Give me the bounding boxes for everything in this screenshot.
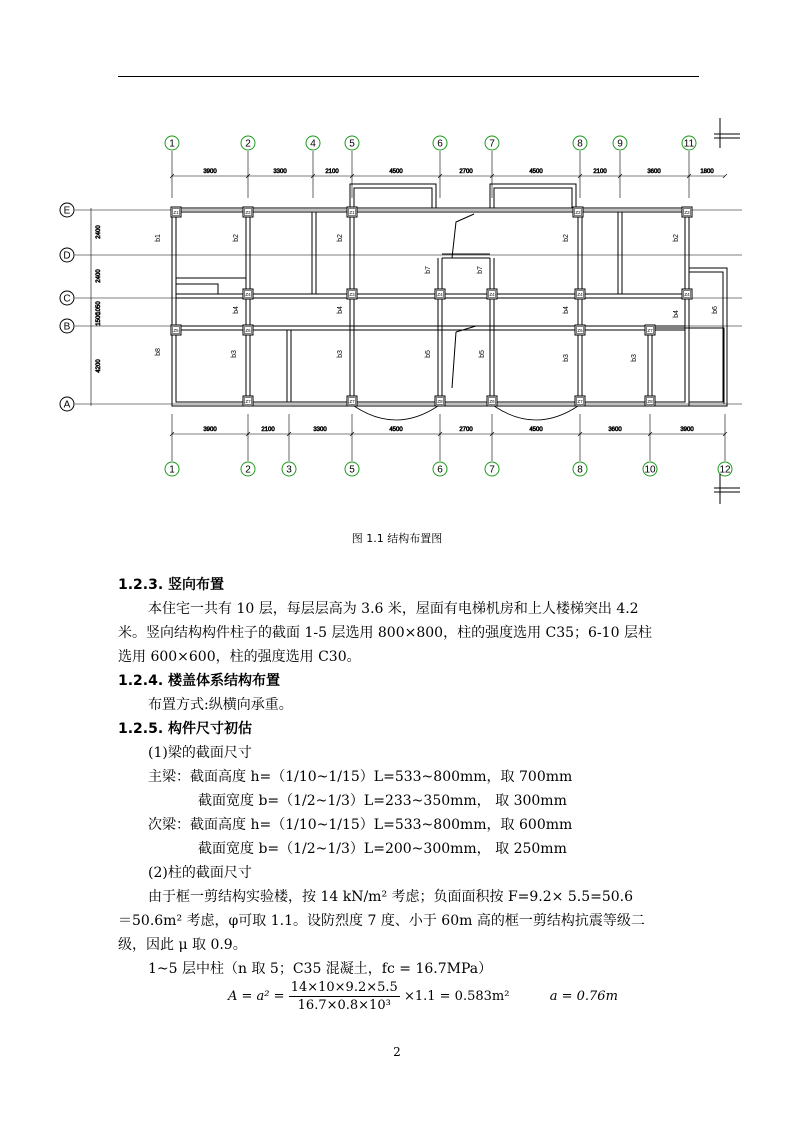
beam-label: b6: [712, 306, 719, 314]
dimension-label: 3300: [273, 169, 287, 175]
axis-bubble-top-6: [433, 136, 447, 150]
axis-label: 1: [169, 464, 175, 476]
paragraph-line: 级，因此 μ 取 0.9。: [118, 937, 247, 953]
dimension-label: 2400: [96, 269, 102, 283]
column-label: Z7: [577, 399, 583, 404]
axis-bubble-top-5: [345, 136, 359, 150]
column-marker: [243, 207, 253, 217]
column-marker: [573, 207, 583, 217]
column-label: Z6: [577, 328, 583, 333]
figure-caption: 图 1.1 结构布置图: [351, 532, 443, 545]
door-arcs: [354, 406, 578, 420]
beam-label: b4: [233, 306, 240, 314]
section-heading-1-2-4: 1.2.4. 楼盖体系结构布置: [118, 673, 281, 689]
axis-label: 7: [489, 464, 495, 476]
column-marker: [682, 289, 692, 299]
axis-bubble-top-8: [573, 136, 587, 150]
column-marker: [171, 325, 181, 335]
axis-label: 3: [286, 464, 292, 476]
axis-label: 8: [577, 138, 583, 150]
column-label: Z7: [349, 399, 355, 404]
dimension-label: 3600: [647, 169, 661, 175]
column-marker: [487, 396, 497, 406]
axis-label: 5: [349, 138, 355, 150]
column-label: Z7: [245, 399, 251, 404]
column-marker: [575, 396, 585, 406]
middle-column-condition: 1~5 层中柱（n 取 5；C35 混凝土，fc = 16.7MPa）: [148, 961, 493, 977]
beam-label: b5: [425, 350, 432, 358]
axis-label: D: [63, 250, 71, 262]
column-label: Z3: [349, 292, 355, 297]
axis-label: 6: [437, 464, 443, 476]
column-marker: [243, 325, 253, 335]
building-outline: [172, 184, 727, 406]
axis-bubble-bottom-7: [485, 462, 499, 476]
area-equation: [228, 980, 618, 1013]
column-marker: [435, 289, 445, 299]
column-label: Z7: [647, 328, 653, 333]
section-heading-1-2-5: 1.2.5. 构件尺寸初估: [118, 721, 253, 737]
dimension-label: 2700: [459, 169, 473, 175]
axis-label: 11: [683, 138, 695, 150]
axis-bubble-top-4: [306, 136, 320, 150]
axis-bubble-bottom-10: [643, 462, 657, 476]
axis-bubble-bottom-8: [573, 462, 587, 476]
axis-bubble-top-7: [485, 136, 499, 150]
axis-label: E: [63, 205, 71, 217]
column-label: Z2: [575, 210, 581, 215]
equation-numerator: 14×10×9.2×5.5: [290, 980, 398, 995]
grid-axis-bubbles: [60, 136, 732, 476]
page-number: 2: [393, 1045, 401, 1059]
column-marker: [243, 289, 253, 299]
beam-label: b5: [479, 350, 486, 358]
dimension-label: 1800: [700, 169, 714, 175]
axis-lines: [75, 151, 742, 461]
beam-label: b2: [337, 234, 344, 242]
dimension-label: 4500: [529, 169, 543, 175]
equation-denominator: 16.7×0.8×10³: [297, 998, 391, 1013]
beam-label: b3: [337, 350, 344, 358]
beam-label: b3: [631, 354, 638, 362]
column-label: Z4: [489, 292, 495, 297]
axis-bubble-bottom-1: [165, 462, 179, 476]
secondary-beam-height: 次梁：截面高度 h=（1/10~1/15）L=533~800mm，取 600mm: [148, 817, 573, 833]
column-marker: [682, 207, 692, 217]
column-markers: [171, 207, 692, 406]
column-marker: [347, 207, 357, 217]
dimension-label: 4500: [389, 169, 403, 175]
dimension-label: 3300: [313, 427, 327, 433]
axis-label: B: [63, 321, 71, 333]
equation-fraction: [289, 980, 400, 1013]
column-marker: [487, 289, 497, 299]
equation-rhs: ×1.1 = 0.583m²: [403, 989, 510, 1004]
main-beam-height: 主梁：截面高度 h=（1/10~1/15）L=533~800mm，取 700mm: [148, 769, 573, 785]
axis-label: 7: [489, 138, 495, 150]
axis-label: 5: [349, 464, 355, 476]
beam-label: b1: [155, 234, 162, 242]
section-heading-1-2-3: 1.2.3. 竖向布置: [118, 577, 225, 593]
axis-label: C: [63, 293, 71, 305]
column-label: Z5: [173, 328, 179, 333]
column-label: Z1: [349, 210, 355, 215]
column-marker: [347, 289, 357, 299]
axis-label: 2: [245, 138, 251, 150]
dimension-label: 3600: [608, 427, 622, 433]
subheading-beam: (1)梁的截面尺寸: [148, 745, 252, 761]
beam-label: b7: [477, 266, 484, 274]
beam-label: b2: [563, 234, 570, 242]
column-label: Z4: [437, 292, 443, 297]
axis-label: 1: [169, 138, 175, 150]
column-marker: [575, 289, 585, 299]
paragraph-line: 布置方式:纵横向承重。: [148, 697, 293, 713]
dimension-label: 3900: [203, 169, 217, 175]
column-label: Z4: [245, 292, 251, 297]
beam-label: b4: [673, 310, 680, 318]
axis-bubble-top-2: [241, 136, 255, 150]
dimension-label: 2100: [593, 169, 607, 175]
axis-label: 4: [310, 138, 316, 150]
column-label: Z6: [245, 328, 251, 333]
axis-label: 2: [245, 464, 251, 476]
paragraph-line: 本住宅一共有 10 层，每层层高为 3.6 米，屋面有电梯机房和上人楼梯突出 4.2: [148, 601, 639, 617]
axis-bubble-row-D: [60, 248, 74, 262]
column-marker: [171, 207, 181, 217]
dimension-label: 3900: [203, 427, 217, 433]
axis-bubble-top-1: [165, 136, 179, 150]
paragraph-line: 选用 600×600，柱的强度选用 C30。: [118, 649, 361, 665]
beam-label: b4: [337, 306, 344, 314]
beam-label: b4: [563, 306, 570, 314]
column-marker: [645, 325, 655, 335]
column-marker: [243, 396, 253, 406]
column-marker: [347, 396, 357, 406]
axis-label: 8: [577, 464, 583, 476]
axis-bubble-bottom-5: [345, 462, 359, 476]
column-label: Z1: [173, 210, 179, 215]
column-marker: [435, 396, 445, 406]
axis-bubble-top-11: [682, 136, 696, 150]
beam-label: b2: [233, 234, 240, 242]
column-marker: [645, 396, 655, 406]
column-marker: [575, 325, 585, 335]
beam-label: b3: [563, 354, 570, 362]
axis-bubble-bottom-3: [282, 462, 296, 476]
column-label: Z4: [684, 292, 690, 297]
paragraph-line: 由于框一剪结构实验楼，按 14 kN/m² 考虑；负面面积按 F=9.2× 5.5=50.6: [148, 889, 634, 905]
structural-layout-plan: [0, 118, 794, 518]
axis-label: 9: [617, 138, 623, 150]
subheading-column: (2)柱的截面尺寸: [148, 865, 252, 881]
axis-bubble-bottom-6: [433, 462, 447, 476]
dimension-label: 4500: [529, 427, 543, 433]
dimension-label: 2700: [459, 427, 473, 433]
axis-bubble-top-9: [613, 136, 627, 150]
dimension-label: 1050: [96, 301, 102, 315]
axis-label: 6: [437, 138, 443, 150]
axis-bubble-bottom-2: [241, 462, 255, 476]
paragraph-line: 米。竖向结构构件柱子的截面 1-5 层选用 800×800，柱的强度选用 C35；6-10 层柱: [118, 625, 652, 641]
dimension-label: 3900: [680, 427, 694, 433]
column-label: Z8: [647, 399, 653, 404]
axis-label: 12: [719, 464, 731, 476]
beam-label: b2: [673, 234, 680, 242]
axis-bubble-row-E: [60, 203, 74, 217]
beam-label: b3: [231, 350, 238, 358]
dimension-lines: [91, 169, 727, 436]
dimension-label: 2400: [96, 225, 102, 239]
axis-label: A: [63, 399, 71, 411]
column-label: Z4: [577, 292, 583, 297]
column-label: Z2: [245, 210, 251, 215]
axis-label: 10: [644, 464, 656, 476]
paragraph-line: ＝50.6m² 考虑，φ可取 1.1。设防烈度 7 度、小于 60m 高的框一剪结构抗震等级二: [118, 913, 645, 929]
axis-bubble-row-B: [60, 319, 74, 333]
beam-label: b7: [425, 266, 432, 274]
dimension-label: 2100: [261, 427, 275, 433]
equation-lhs: A = a² =: [228, 989, 285, 1004]
main-beam-width: 截面宽度 b=（1/2~1/3）L=233~350mm， 取 300mm: [198, 793, 567, 809]
axis-bubble-row-A: [60, 397, 74, 411]
header-rule: [118, 76, 699, 77]
interior-walls: [176, 212, 685, 402]
beam-label: b8: [155, 348, 162, 356]
column-label: Z6: [489, 399, 495, 404]
secondary-beam-width: 截面宽度 b=（1/2~1/3）L=200~300mm， 取 250mm: [198, 841, 567, 857]
dimension-label: 4500: [389, 427, 403, 433]
equation-a: a = 0.76m: [549, 989, 618, 1004]
column-label: Z8: [437, 399, 443, 404]
dimension-label: 2100: [325, 169, 339, 175]
dimension-label: 4200: [96, 359, 102, 373]
axis-bubble-row-C: [60, 291, 74, 305]
column-label: Z2: [684, 210, 690, 215]
axis-bubble-bottom-12: [718, 462, 732, 476]
dimension-label: 1500: [96, 312, 102, 326]
